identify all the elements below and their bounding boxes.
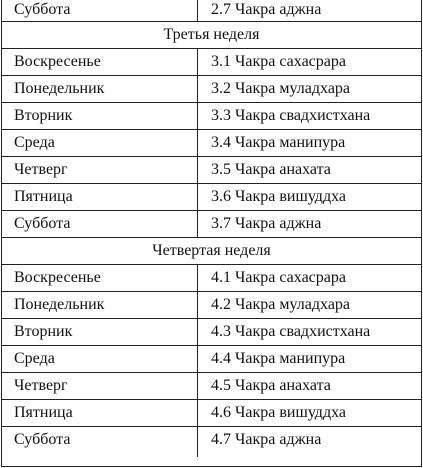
- table-row: [2, 319, 421, 346]
- column-divider: [197, 373, 198, 399]
- chakra-cell: 3.2 Чакра муладхара: [211, 80, 351, 97]
- chakra-schedule-table: [1, 0, 422, 467]
- day-cell: Пятница: [14, 188, 73, 205]
- chakra-cell: 3.6 Чакра вишуддха: [211, 188, 346, 205]
- table-row: [2, 346, 421, 373]
- column-divider: [197, 265, 198, 291]
- chakra-cell: 4.1 Чакра сахасрара: [211, 269, 346, 286]
- table-row: [2, 76, 421, 103]
- column-divider: [197, 211, 198, 237]
- day-cell: Воскресенье: [14, 53, 101, 70]
- day-cell: Суббота: [14, 1, 71, 18]
- column-divider: [197, 292, 198, 318]
- chakra-cell: 4.2 Чакра муладхара: [211, 296, 351, 313]
- chakra-cell: 3.4 Чакра манипура: [211, 134, 346, 151]
- chakra-cell: 3.5 Чакра анахата: [211, 161, 331, 178]
- table-row: [2, 157, 421, 184]
- column-divider: [197, 103, 198, 129]
- chakra-cell: 4.5 Чакра анахата: [211, 377, 331, 394]
- column-divider: [197, 400, 198, 426]
- table-row: [2, 184, 421, 211]
- table-row: [2, 103, 421, 130]
- table-row: [2, 130, 421, 157]
- day-cell: Вторник: [14, 107, 73, 124]
- day-cell: Четверг: [14, 161, 68, 178]
- chakra-cell: 2.7 Чакра аджна: [211, 1, 322, 18]
- week-header-row: [2, 238, 421, 265]
- column-divider: [197, 130, 198, 156]
- column-divider: [197, 319, 198, 345]
- table-row: [2, 427, 421, 457]
- table-row: [2, 0, 421, 22]
- chakra-cell: 3.3 Чакра свадхистхана: [211, 107, 371, 124]
- day-cell: Среда: [14, 350, 55, 367]
- chakra-cell: 3.1 Чакра сахасрара: [211, 53, 346, 70]
- column-divider: [197, 427, 198, 457]
- week-title: Третья неделя: [163, 26, 260, 43]
- column-divider: [197, 184, 198, 210]
- chakra-cell: 3.7 Чакра аджна: [211, 215, 322, 232]
- chakra-cell: 4.6 Чакра вишуддха: [211, 404, 346, 421]
- column-divider: [197, 76, 198, 102]
- day-cell: Четверг: [14, 377, 68, 394]
- chakra-cell: 4.4 Чакра манипура: [211, 350, 346, 367]
- table-row: [2, 265, 421, 292]
- chakra-cell: 4.3 Чакра свадхистхана: [211, 323, 371, 340]
- chakra-cell: 4.7 Чакра аджна: [211, 431, 322, 448]
- week-header-row: [2, 22, 421, 49]
- day-cell: Понедельник: [14, 80, 105, 97]
- column-divider: [197, 346, 198, 372]
- table-row: [2, 373, 421, 400]
- table-row: [2, 292, 421, 319]
- table-row: [2, 49, 421, 76]
- day-cell: Вторник: [14, 323, 73, 340]
- day-cell: Пятница: [14, 404, 73, 421]
- day-cell: Суббота: [14, 431, 71, 448]
- table-row: [2, 400, 421, 427]
- week-title: Четвертая неделя: [152, 242, 271, 259]
- column-divider: [197, 157, 198, 183]
- table-row: [2, 211, 421, 238]
- day-cell: Суббота: [14, 215, 71, 232]
- day-cell: Среда: [14, 134, 55, 151]
- column-divider: [197, 49, 198, 75]
- day-cell: Воскресенье: [14, 269, 101, 286]
- day-cell: Понедельник: [14, 296, 105, 313]
- column-divider: [197, 0, 198, 21]
